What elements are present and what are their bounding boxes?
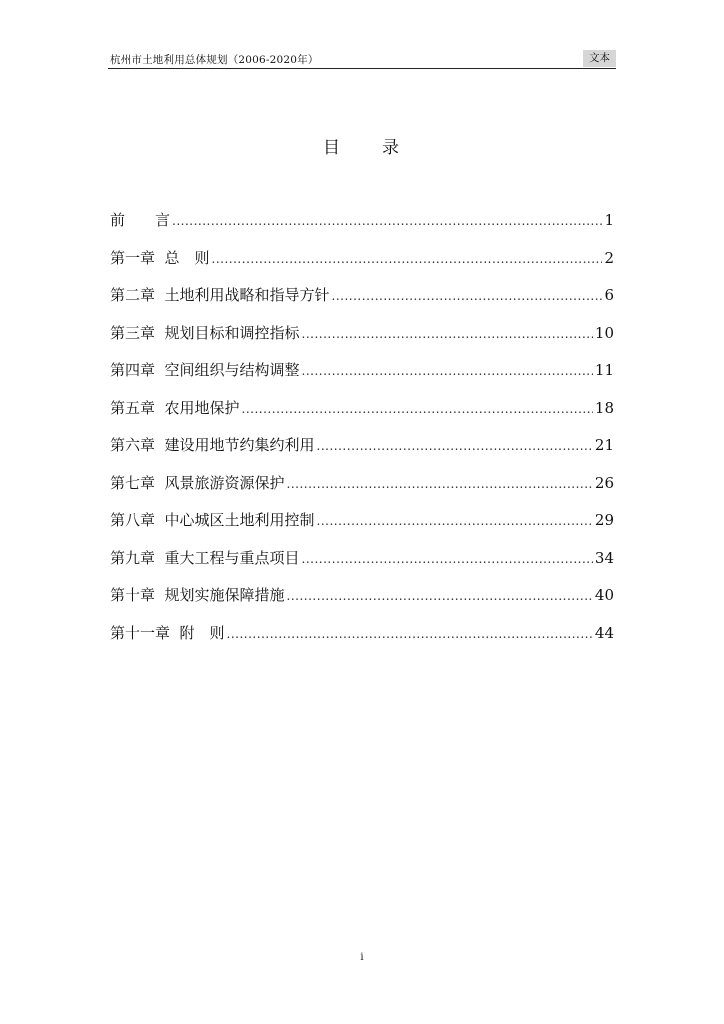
toc-entry-page: 34 (594, 548, 614, 567)
toc-entry-page: 21 (594, 436, 614, 454)
toc-heading-char-1: 目 (323, 138, 342, 158)
toc-entry-label: 第三章 规划目标和调控指标 (110, 323, 300, 342)
section-badge: 文本 (583, 50, 616, 67)
toc-entry-label: 前 言 (110, 211, 171, 229)
toc-entry-label: 第四章 空间组织与结构调整 (110, 361, 300, 379)
toc-entry-chapter-8[interactable] (110, 506, 614, 544)
toc-entry-page: 10 (594, 323, 614, 342)
toc-entry-chapter-10[interactable] (110, 581, 614, 619)
toc-entry-label: 第六章 建设用地节约集约利用 (110, 436, 315, 454)
toc-entry-chapter-7[interactable] (110, 469, 614, 507)
toc-entry-page: 44 (594, 623, 614, 642)
toc-entry-chapter-9[interactable] (110, 544, 614, 582)
toc-entry-chapter-1[interactable] (110, 244, 614, 282)
toc-entry-label: 第八章 中心城区土地利用控制 (110, 511, 315, 529)
toc-entry-chapter-6[interactable] (110, 431, 614, 469)
document-title: 杭州市土地利用总体规划（2006-2020年） (110, 54, 319, 66)
toc-entry-label: 第一章 总 则 (110, 248, 210, 267)
page-header (108, 50, 616, 69)
toc-entry-label: 第七章 风景旅游资源保护 (110, 473, 285, 492)
dot-leader (317, 507, 593, 535)
dot-leader (302, 357, 593, 385)
table-of-contents (110, 206, 614, 656)
toc-entry-page: 6 (604, 286, 614, 304)
toc-entry-label: 第五章 农用地保护 (110, 398, 240, 417)
dot-leader (227, 620, 593, 648)
toc-entry-page: 11 (594, 361, 614, 379)
toc-entry-label: 第十章 规划实施保障措施 (110, 586, 285, 604)
toc-entry-page: 2 (604, 248, 614, 267)
toc-heading (0, 133, 724, 158)
toc-entry-preface[interactable] (110, 206, 614, 244)
dot-leader (332, 282, 603, 310)
dot-leader (317, 432, 593, 460)
dot-leader (172, 207, 602, 235)
toc-entry-label: 第二章 土地利用战略和指导方针 (110, 286, 330, 304)
toc-heading-char-2: 录 (382, 138, 401, 158)
dot-leader (287, 582, 593, 610)
toc-entry-page: 26 (594, 473, 614, 492)
toc-entry-page: 18 (594, 398, 614, 417)
toc-entry-page: 40 (594, 586, 614, 604)
dot-leader (287, 470, 593, 498)
toc-entry-label: 第九章 重大工程与重点项目 (110, 548, 300, 567)
toc-entry-chapter-3[interactable] (110, 319, 614, 357)
dot-leader (302, 545, 593, 573)
toc-entry-label: 第十一章 附 则 (110, 623, 225, 642)
toc-entry-chapter-4[interactable] (110, 356, 614, 394)
toc-entry-chapter-2[interactable] (110, 281, 614, 319)
toc-entry-chapter-11[interactable] (110, 619, 614, 657)
dot-leader (212, 245, 603, 273)
dot-leader (302, 320, 593, 348)
page-number: i (360, 952, 364, 963)
toc-entry-page: 1 (604, 211, 614, 229)
toc-entry-page: 29 (594, 511, 614, 529)
dot-leader (242, 395, 593, 423)
toc-entry-chapter-5[interactable] (110, 394, 614, 432)
